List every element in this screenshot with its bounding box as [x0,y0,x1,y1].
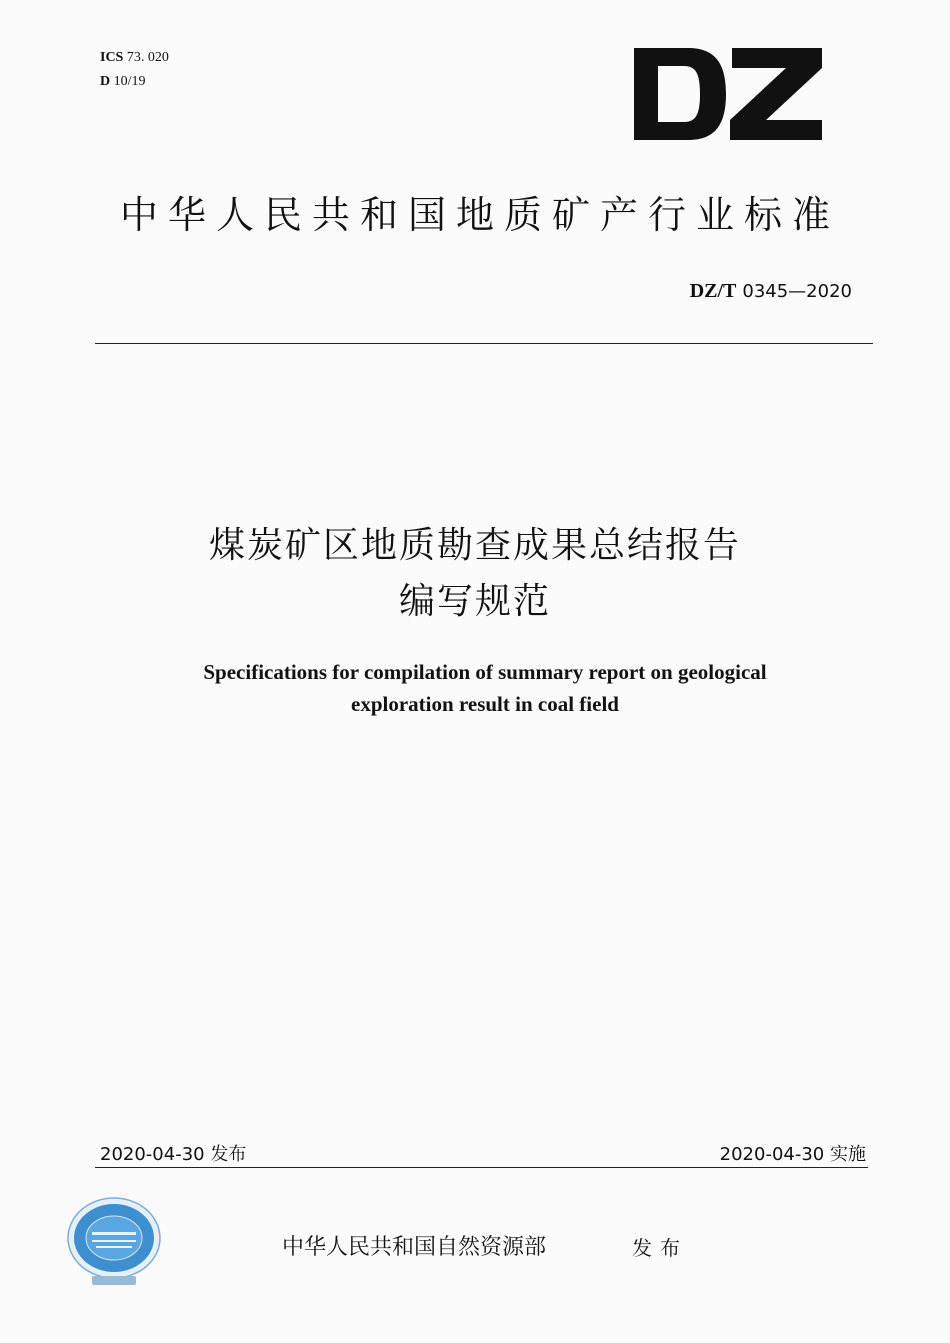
title-cn-line1: 煤炭矿区地质勘查成果总结报告 [208,525,741,566]
title-en-line1: Specifications for compilation of summary report on geological [203,660,767,684]
ccs-code: D 10/19 [100,74,146,89]
anti-counterfeit-seal-icon [62,1196,166,1288]
title-en-line2: exploration result in coal field [351,692,619,716]
standard-category-title: 中华人民共和国地质矿产行业标准 [119,193,840,237]
document-title-en [0,656,950,720]
top-divider [95,343,873,344]
effective-date: 2020-04-30 实施 [719,1144,866,1165]
issuing-authority: 中华人民共和国自然资源部 [282,1235,547,1260]
issue-date: 2020-04-30 发布 [100,1144,247,1165]
ics-code: ICS 73. 020 [100,50,169,65]
dz-logo [632,46,824,142]
issue-action: 发布 [632,1236,688,1260]
standard-number [690,280,852,303]
standard-number-value: 0345—2020 [742,281,852,302]
title-cn-line2: 编写规范 [398,581,551,622]
standard-number-prefix: DZ/T [689,280,737,302]
document-title-cn [0,518,950,630]
bottom-divider [95,1167,868,1168]
classification-codes [100,46,169,94]
